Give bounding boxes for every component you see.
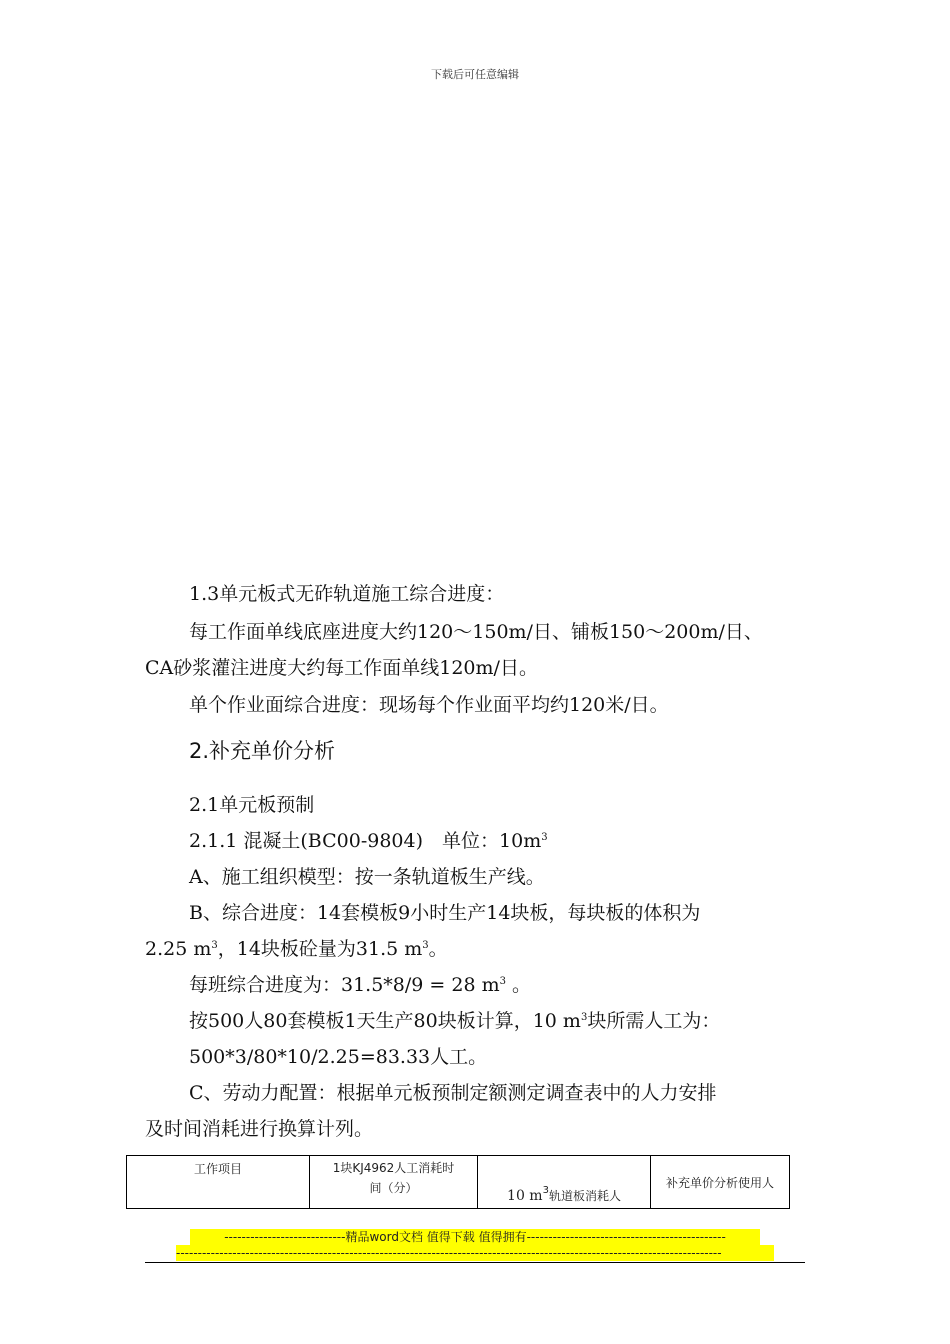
- paragraph-1-3-heading: 1.3单元板式无砟轨道施工综合进度：: [189, 583, 505, 605]
- paragraph-labor-config-line2: 及时间消耗进行换算计列。: [145, 1118, 374, 1140]
- footer-rule: [145, 1262, 805, 1263]
- table-header-track-slab-consumption: 10 $m^3$轨道板消耗人: [478, 1156, 651, 1209]
- subsection-heading-2-1: 2.1单元板预制: [189, 794, 315, 816]
- paragraph-progress-line1: 每工作面单线底座进度大约120～150m/日、铺板150～200m/日、: [189, 621, 763, 643]
- footer-banner: [176, 1229, 774, 1261]
- labor-table: [126, 1155, 790, 1209]
- paragraph-progress-line2: CA砂浆灌注进度大约每工作面单线120m/日。: [145, 657, 538, 679]
- paragraph-shift-progress: 每班综合进度为：31.5*8/9 = 28 $m^3$ 。: [189, 974, 532, 996]
- subsection-heading-2-1-1: 2.1.1 混凝土(BC00-9804) 单位：$10m^3$: [189, 830, 548, 852]
- table-row: [127, 1156, 790, 1209]
- paragraph-overall-progress-line1: B、综合进度：14套模板9小时生产14块板，每块板的体积为: [189, 902, 701, 924]
- table-header-work-item: 工作项目: [127, 1156, 310, 1209]
- header-note: 下载后可任意编辑: [431, 68, 519, 81]
- paragraph-labor-config-line1: C、劳动力配置：根据单元板预制定额测定调查表中的人力安排: [189, 1082, 717, 1104]
- paragraph-labor-calc-line2: 500*3/80*10/2.25=83.33人工。: [189, 1046, 488, 1068]
- table-header-unit-price-usage: 补充单价分析使用人: [651, 1156, 790, 1209]
- footer-banner-line1: ----------------------------精品word文档 值得下载 值得拥有----------------------------------------------: [190, 1229, 760, 1245]
- paragraph-labor-calc-line1: 按500人80套模板1天生产80块板计算，10 $m^3$块所需人工为：: [189, 1010, 721, 1032]
- table-header-labor-time: 1块KJ4962人工消耗时 间（分）: [310, 1156, 478, 1209]
- footer-banner-line2: ------------------------------------------------------------------------------------------------------------------------------: [176, 1245, 774, 1261]
- section-heading-2: 2.补充单价分析: [189, 739, 336, 763]
- paragraph-org-model: A、施工组织模型：按一条轨道板生产线。: [189, 866, 545, 888]
- paragraph-single-face-progress: 单个作业面综合进度：现场每个作业面平均约120米/日。: [189, 694, 669, 716]
- paragraph-overall-progress-line2: 2.25 $m^3$，14块板砼量为31.5 $m^3$。: [145, 938, 448, 960]
